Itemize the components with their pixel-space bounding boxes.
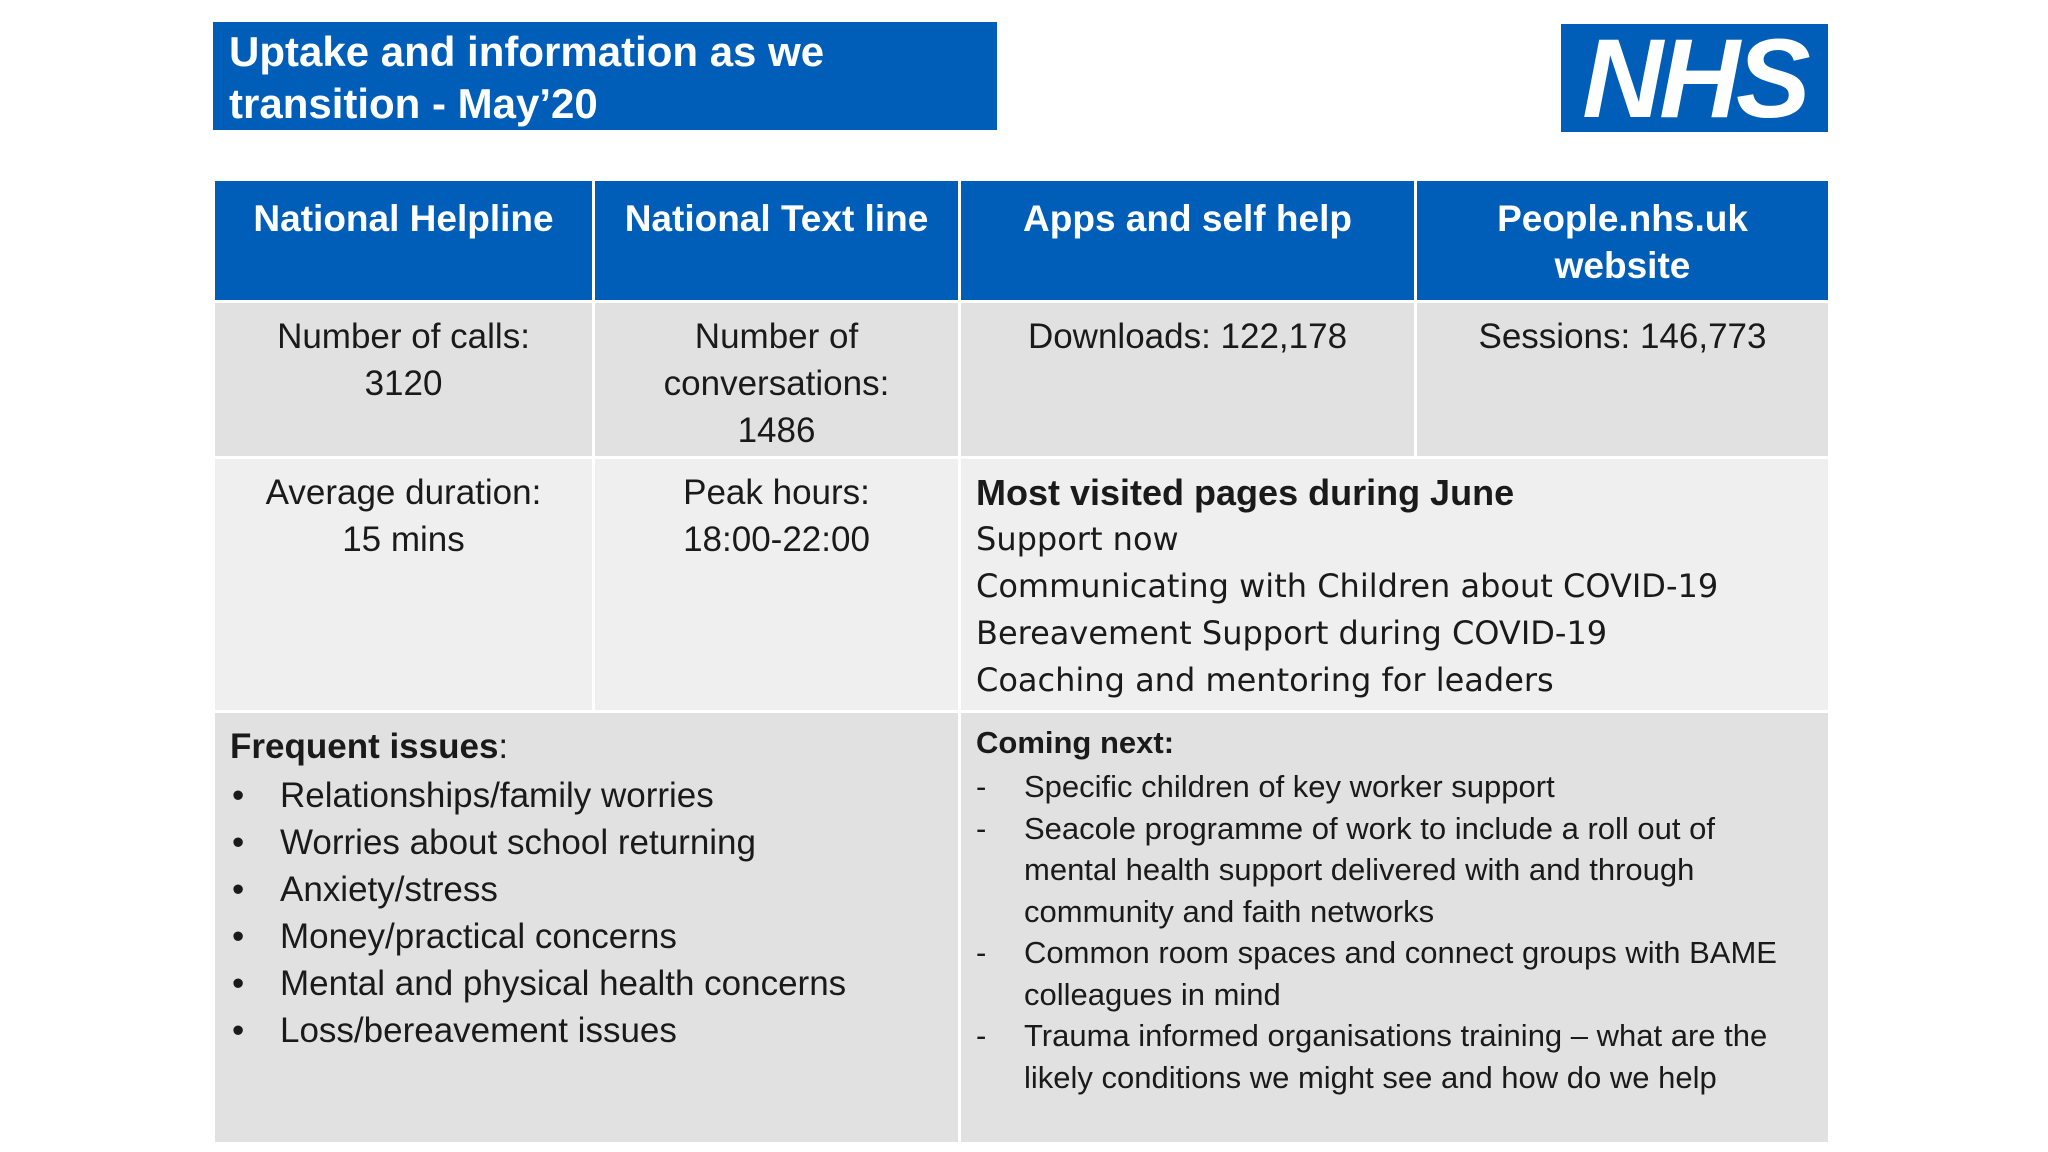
col-people-website: People.nhs.uk website [1416,180,1830,302]
textline-peak-cell: Peak hours: 18:00-22:00 [594,458,960,712]
list-item: • Worries about school returning [230,819,943,866]
col-national-helpline: National Helpline [214,180,594,302]
uptake-table [212,178,1831,1145]
table-row [214,712,1830,1144]
visited-page: Communicating with Children about COVID-19 [976,567,1719,605]
list-item: - Common room spaces and connect groups with BAME colleagues in mind [976,935,1777,1012]
list-item: • Anxiety/stress [230,866,943,913]
visited-page: Bereavement Support during COVID-19 [976,614,1608,652]
bullet-icon: • [232,823,245,862]
frequent-issues-cell: Frequent issues: • Relationships/family worries • Worries about school returning • Anxiety/stress • Money/practical concerns • Mental and physical health concerns • Loss/bereavement issues [214,712,960,1144]
apps-downloads-cell: Downloads: 122,178 [960,302,1416,458]
coming-next-list [976,766,1813,1098]
issues-list [230,772,943,1054]
list-item: • Mental and physical health concerns [230,960,943,1007]
table-row [214,302,1830,458]
nhs-logo: NHS [1561,24,1828,132]
col-apps-self-help: Apps and self help [960,180,1416,302]
website-sessions-cell: Sessions: 146,773 [1416,302,1830,458]
textline-conversations-cell: Number of conversations: 1486 [594,302,960,458]
slide-title: Uptake and information as we transition - May’20 [213,22,997,130]
bullet-icon: • [232,917,245,956]
bullet-icon: • [232,964,245,1003]
visited-page: Support now [976,520,1179,558]
list-item: - Specific children of key worker support [976,769,1555,804]
frequent-issues-heading: Frequent issues [230,727,499,766]
bullet-icon: • [232,776,245,815]
helpline-calls-cell: Number of calls: 3120 [214,302,594,458]
list-item: - Trauma informed organisations training – what are the likely conditions we might see and how do we help [976,1018,1768,1095]
coming-next-cell [960,712,1830,1144]
list-item: - Seacole programme of work to include a roll out of mental health support delivered with and through community and faith networks [976,810,1715,929]
list-item: • Relationships/family worries [230,772,943,819]
most-visited-cell [960,458,1830,712]
bullet-icon: • [232,1011,245,1050]
bullet-icon: • [232,870,245,909]
table-row [214,458,1830,712]
visited-page: Coaching and mentoring for leaders [976,661,1554,699]
coming-next-heading: Coming next: [976,725,1175,760]
list-item: • Loss/bereavement issues [230,1007,943,1054]
most-visited-heading: Most visited pages during June [976,472,1515,513]
helpline-duration-cell: Average duration: 15 mins [214,458,594,712]
list-item: • Money/practical concerns [230,913,943,960]
col-national-text-line: National Text line [594,180,960,302]
table-header-row [214,180,1830,302]
